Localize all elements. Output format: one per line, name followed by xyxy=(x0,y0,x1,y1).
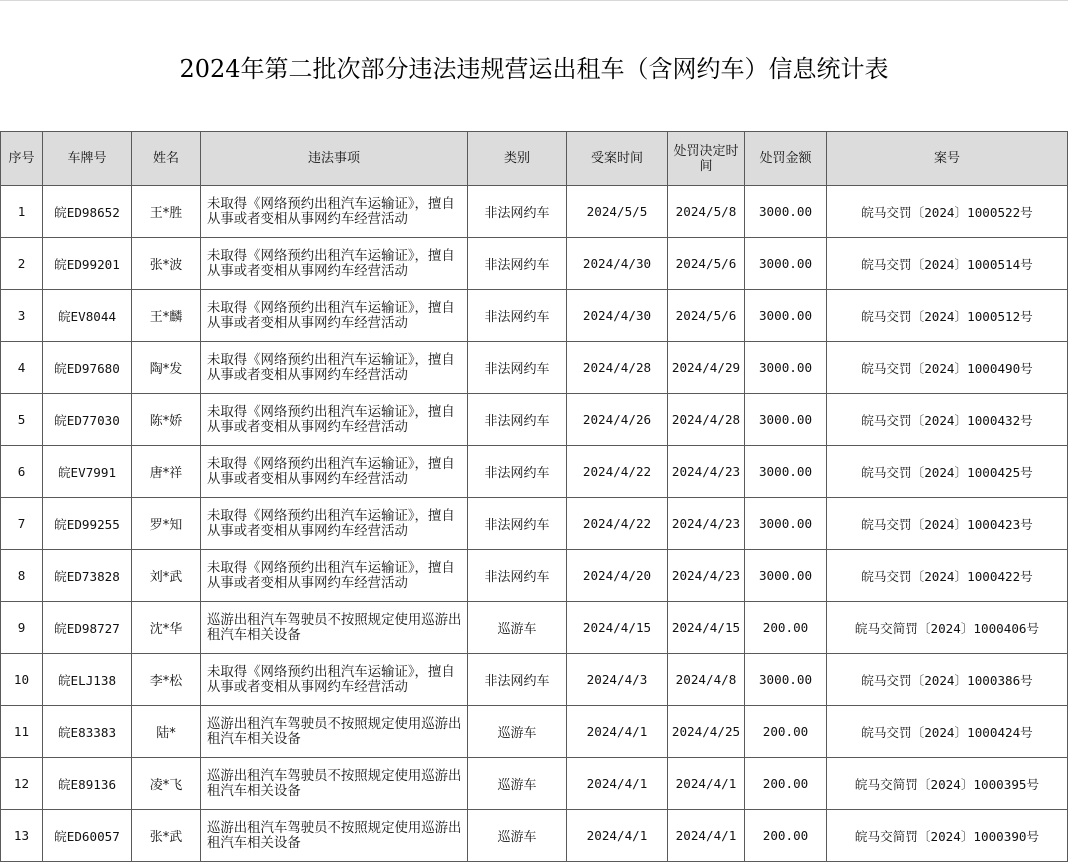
cell-filed-date: 2024/4/22 xyxy=(567,446,668,498)
cell-plate: 皖ED97680 xyxy=(43,342,132,394)
cell-case-no: 皖马交罚〔2024〕1000512号 xyxy=(827,290,1068,342)
table-row xyxy=(1,394,1068,446)
cell-filed-date: 2024/4/15 xyxy=(567,602,668,654)
cell-violation: 巡游出租汽车驾驶员不按照规定使用巡游出租汽车相关设备 xyxy=(201,810,468,862)
cell-decision-date: 2024/4/8 xyxy=(668,654,745,706)
cell-filed-date: 2024/4/1 xyxy=(567,706,668,758)
cell-case-no: 皖马交简罚〔2024〕1000390号 xyxy=(827,810,1068,862)
cell-decision-date: 2024/4/23 xyxy=(668,446,745,498)
cell-name: 唐*祥 xyxy=(132,446,201,498)
violations-table xyxy=(0,131,1068,862)
cell-plate: 皖ED98727 xyxy=(43,602,132,654)
cell-name: 沈*华 xyxy=(132,602,201,654)
cell-name: 陶*发 xyxy=(132,342,201,394)
cell-category: 巡游车 xyxy=(468,758,567,810)
cell-fine: 3000.00 xyxy=(745,394,827,446)
cell-decision-date: 2024/5/6 xyxy=(668,290,745,342)
cell-violation: 未取得《网络预约出租汽车运输证》，擅自从事或者变相从事网约车经营活动 xyxy=(201,290,468,342)
table-row xyxy=(1,446,1068,498)
cell-category: 非法网约车 xyxy=(468,654,567,706)
cell-case-no: 皖马交罚〔2024〕1000432号 xyxy=(827,394,1068,446)
table-row xyxy=(1,654,1068,706)
table-row xyxy=(1,706,1068,758)
table-header xyxy=(1,132,1068,186)
cell-filed-date: 2024/4/20 xyxy=(567,550,668,602)
cell-index: 8 xyxy=(1,550,43,602)
cell-violation: 未取得《网络预约出租汽车运输证》，擅自从事或者变相从事网约车经营活动 xyxy=(201,550,468,602)
cell-index: 5 xyxy=(1,394,43,446)
cell-fine: 200.00 xyxy=(745,602,827,654)
cell-violation: 未取得《网络预约出租汽车运输证》，擅自从事或者变相从事网约车经营活动 xyxy=(201,238,468,290)
cell-case-no: 皖马交简罚〔2024〕1000406号 xyxy=(827,602,1068,654)
table-row xyxy=(1,602,1068,654)
col-header-decision-date: 处罚决定时间 xyxy=(668,132,745,186)
cell-decision-date: 2024/5/6 xyxy=(668,238,745,290)
cell-name: 凌*飞 xyxy=(132,758,201,810)
col-header-name: 姓名 xyxy=(132,132,201,186)
cell-filed-date: 2024/5/5 xyxy=(567,186,668,238)
cell-category: 巡游车 xyxy=(468,810,567,862)
cell-case-no: 皖马交罚〔2024〕1000514号 xyxy=(827,238,1068,290)
cell-decision-date: 2024/4/25 xyxy=(668,706,745,758)
cell-plate: 皖ED60057 xyxy=(43,810,132,862)
cell-filed-date: 2024/4/26 xyxy=(567,394,668,446)
col-header-violation: 违法事项 xyxy=(201,132,468,186)
cell-plate: 皖ED77030 xyxy=(43,394,132,446)
cell-name: 陆* xyxy=(132,706,201,758)
cell-decision-date: 2024/4/23 xyxy=(668,550,745,602)
cell-index: 1 xyxy=(1,186,43,238)
cell-index: 4 xyxy=(1,342,43,394)
cell-decision-date: 2024/4/1 xyxy=(668,758,745,810)
cell-filed-date: 2024/4/30 xyxy=(567,290,668,342)
cell-name: 王*麟 xyxy=(132,290,201,342)
col-header-filed-date: 受案时间 xyxy=(567,132,668,186)
cell-case-no: 皖马交罚〔2024〕1000386号 xyxy=(827,654,1068,706)
table-row xyxy=(1,758,1068,810)
cell-plate: 皖E89136 xyxy=(43,758,132,810)
cell-case-no: 皖马交罚〔2024〕1000423号 xyxy=(827,498,1068,550)
col-header-plate: 车牌号 xyxy=(43,132,132,186)
cell-plate: 皖ED99255 xyxy=(43,498,132,550)
cell-decision-date: 2024/4/15 xyxy=(668,602,745,654)
col-header-case-no: 案号 xyxy=(827,132,1068,186)
table-row xyxy=(1,238,1068,290)
cell-decision-date: 2024/4/1 xyxy=(668,810,745,862)
cell-plate: 皖EV8044 xyxy=(43,290,132,342)
cell-case-no: 皖马交简罚〔2024〕1000395号 xyxy=(827,758,1068,810)
cell-index: 10 xyxy=(1,654,43,706)
cell-name: 张*波 xyxy=(132,238,201,290)
cell-case-no: 皖马交罚〔2024〕1000422号 xyxy=(827,550,1068,602)
cell-plate: 皖ED73828 xyxy=(43,550,132,602)
cell-category: 非法网约车 xyxy=(468,186,567,238)
cell-name: 刘*武 xyxy=(132,550,201,602)
col-header-index: 序号 xyxy=(1,132,43,186)
col-header-category: 类别 xyxy=(468,132,567,186)
table-row xyxy=(1,290,1068,342)
cell-fine: 200.00 xyxy=(745,810,827,862)
header-row xyxy=(1,132,1068,186)
cell-fine: 3000.00 xyxy=(745,550,827,602)
cell-name: 陈*娇 xyxy=(132,394,201,446)
cell-violation: 未取得《网络预约出租汽车运输证》，擅自从事或者变相从事网约车经营活动 xyxy=(201,342,468,394)
table-row xyxy=(1,498,1068,550)
cell-filed-date: 2024/4/1 xyxy=(567,810,668,862)
cell-fine: 3000.00 xyxy=(745,654,827,706)
cell-category: 非法网约车 xyxy=(468,498,567,550)
cell-category: 非法网约车 xyxy=(468,394,567,446)
cell-decision-date: 2024/4/29 xyxy=(668,342,745,394)
cell-fine: 200.00 xyxy=(745,706,827,758)
table-row xyxy=(1,550,1068,602)
cell-category: 非法网约车 xyxy=(468,550,567,602)
cell-fine: 200.00 xyxy=(745,758,827,810)
cell-violation: 未取得《网络预约出租汽车运输证》，擅自从事或者变相从事网约车经营活动 xyxy=(201,498,468,550)
cell-filed-date: 2024/4/28 xyxy=(567,342,668,394)
cell-case-no: 皖马交罚〔2024〕1000425号 xyxy=(827,446,1068,498)
cell-violation: 巡游出租汽车驾驶员不按照规定使用巡游出租汽车相关设备 xyxy=(201,758,468,810)
cell-index: 12 xyxy=(1,758,43,810)
cell-decision-date: 2024/4/23 xyxy=(668,498,745,550)
col-header-fine: 处罚金额 xyxy=(745,132,827,186)
cell-violation: 未取得《网络预约出租汽车运输证》，擅自从事或者变相从事网约车经营活动 xyxy=(201,394,468,446)
cell-fine: 3000.00 xyxy=(745,290,827,342)
cell-case-no: 皖马交罚〔2024〕1000424号 xyxy=(827,706,1068,758)
cell-violation: 未取得《网络预约出租汽车运输证》，擅自从事或者变相从事网约车经营活动 xyxy=(201,654,468,706)
cell-filed-date: 2024/4/22 xyxy=(567,498,668,550)
cell-violation: 未取得《网络预约出租汽车运输证》，擅自从事或者变相从事网约车经营活动 xyxy=(201,186,468,238)
cell-case-no: 皖马交罚〔2024〕1000490号 xyxy=(827,342,1068,394)
cell-name: 王*胜 xyxy=(132,186,201,238)
cell-violation: 巡游出租汽车驾驶员不按照规定使用巡游出租汽车相关设备 xyxy=(201,602,468,654)
cell-category: 非法网约车 xyxy=(468,290,567,342)
table-row xyxy=(1,342,1068,394)
cell-plate: 皖EV7991 xyxy=(43,446,132,498)
cell-decision-date: 2024/5/8 xyxy=(668,186,745,238)
cell-plate: 皖E83383 xyxy=(43,706,132,758)
cell-fine: 3000.00 xyxy=(745,498,827,550)
cell-index: 2 xyxy=(1,238,43,290)
cell-fine: 3000.00 xyxy=(745,186,827,238)
cell-decision-date: 2024/4/28 xyxy=(668,394,745,446)
cell-index: 7 xyxy=(1,498,43,550)
cell-name: 张*武 xyxy=(132,810,201,862)
cell-index: 13 xyxy=(1,810,43,862)
cell-plate: 皖ELJ138 xyxy=(43,654,132,706)
cell-category: 非法网约车 xyxy=(468,238,567,290)
table-body xyxy=(1,186,1068,862)
cell-filed-date: 2024/4/1 xyxy=(567,758,668,810)
cell-plate: 皖ED98652 xyxy=(43,186,132,238)
cell-category: 非法网约车 xyxy=(468,342,567,394)
cell-plate: 皖ED99201 xyxy=(43,238,132,290)
cell-index: 11 xyxy=(1,706,43,758)
cell-violation: 巡游出租汽车驾驶员不按照规定使用巡游出租汽车相关设备 xyxy=(201,706,468,758)
cell-fine: 3000.00 xyxy=(745,238,827,290)
cell-name: 罗*知 xyxy=(132,498,201,550)
cell-index: 9 xyxy=(1,602,43,654)
table-row xyxy=(1,810,1068,862)
cell-category: 巡游车 xyxy=(468,602,567,654)
cell-name: 李*松 xyxy=(132,654,201,706)
cell-violation: 未取得《网络预约出租汽车运输证》，擅自从事或者变相从事网约车经营活动 xyxy=(201,446,468,498)
cell-index: 6 xyxy=(1,446,43,498)
cell-category: 巡游车 xyxy=(468,706,567,758)
cell-case-no: 皖马交罚〔2024〕1000522号 xyxy=(827,186,1068,238)
cell-filed-date: 2024/4/3 xyxy=(567,654,668,706)
cell-filed-date: 2024/4/30 xyxy=(567,238,668,290)
table-row xyxy=(1,186,1068,238)
page-title: 2024年第二批次部分违法违规营运出租车（含网约车）信息统计表 xyxy=(0,0,1068,132)
cell-fine: 3000.00 xyxy=(745,342,827,394)
cell-index: 3 xyxy=(1,290,43,342)
cell-category: 非法网约车 xyxy=(468,446,567,498)
cell-fine: 3000.00 xyxy=(745,446,827,498)
